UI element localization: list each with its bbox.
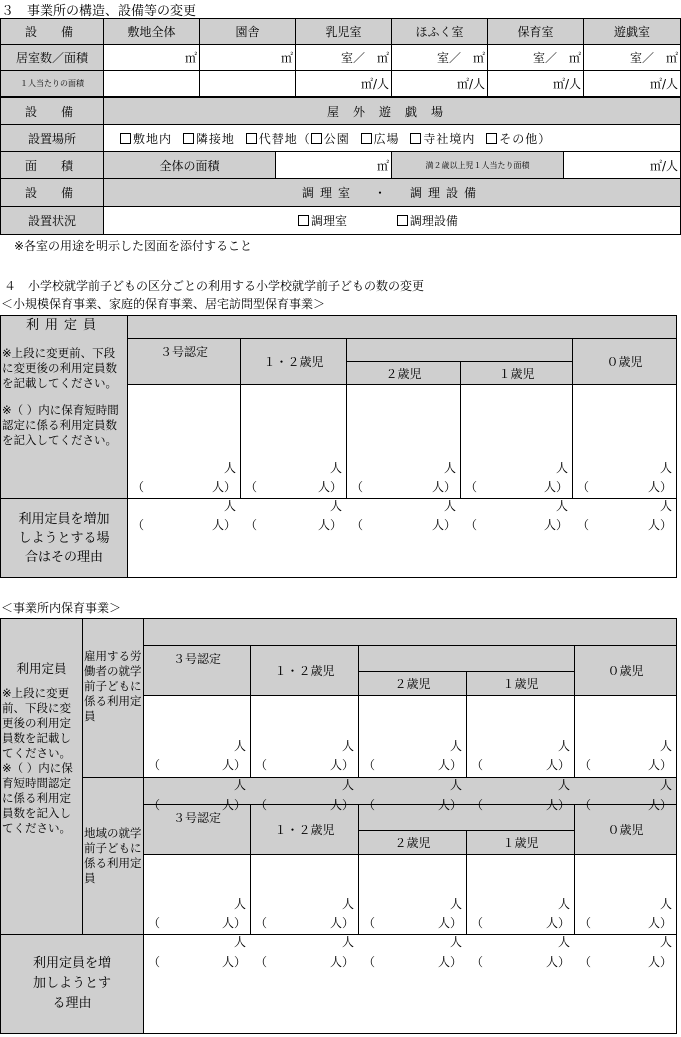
unit-label: 人） bbox=[545, 915, 570, 930]
unit-label: 人 bbox=[557, 777, 570, 792]
per-child-area-label: 満２歳以上児１人当たり面積 bbox=[392, 152, 564, 179]
open-paren: （ bbox=[148, 757, 161, 772]
community-children-label: 地域の就学前子どもに係る利用定員 bbox=[83, 778, 144, 935]
open-paren: （ bbox=[579, 797, 592, 812]
open-paren: （ bbox=[148, 954, 161, 969]
age12-value-cell[interactable] bbox=[241, 385, 347, 532]
open-paren: （ bbox=[579, 915, 592, 930]
drawing-note: ※各室の用途を明示した図面を添付すること bbox=[14, 239, 253, 253]
unit-label: 人 bbox=[443, 498, 456, 513]
open-paren: （ bbox=[363, 797, 376, 812]
age1-value-cell[interactable] bbox=[467, 696, 575, 812]
open-paren: （ bbox=[579, 954, 592, 969]
unit-label: 人） bbox=[648, 797, 673, 812]
unit-label: 人 bbox=[233, 738, 246, 753]
open-paren: （ bbox=[471, 915, 484, 930]
age1-header: １歳児 bbox=[467, 672, 575, 696]
crawl-room-field[interactable]: 室／ ㎡ bbox=[392, 45, 488, 71]
unit-label: 人 bbox=[660, 934, 673, 949]
col-crawl-room: ほふく室 bbox=[392, 19, 488, 45]
checkbox[interactable] bbox=[361, 133, 372, 144]
unit-label: 人） bbox=[437, 954, 462, 969]
capacity-table-small-scale bbox=[0, 315, 677, 578]
section3-title: ３ 事業所の構造、設備等の変更 bbox=[1, 4, 197, 19]
unit-label: 人 bbox=[233, 777, 246, 792]
open-paren: （ bbox=[351, 479, 364, 494]
unit-label: 人） bbox=[543, 479, 568, 494]
col-play-room: 遊戯室 bbox=[584, 19, 681, 45]
age2-value-cell[interactable] bbox=[359, 696, 467, 812]
option-alternative: 代替地（ bbox=[258, 131, 311, 146]
open-paren: （ bbox=[577, 517, 590, 532]
total-area-label: 全体の面積 bbox=[104, 152, 276, 179]
unit-label: 人） bbox=[221, 915, 246, 930]
age12-value-cell[interactable] bbox=[251, 855, 359, 969]
blank-cell bbox=[104, 71, 200, 97]
unit-label: 人） bbox=[648, 757, 673, 772]
open-paren: （ bbox=[148, 915, 161, 930]
infant-per-field[interactable]: ㎡/人 bbox=[296, 71, 392, 97]
unit-label: 人 bbox=[555, 498, 568, 513]
age2-header: ２歳児 bbox=[359, 672, 467, 696]
unit-label: 人 bbox=[223, 460, 236, 475]
before-after-note: ※上段に変更前、下段に変更後の利用定員数を記載してください。 bbox=[2, 686, 71, 760]
header-blank bbox=[128, 316, 677, 339]
blank-cell bbox=[200, 71, 296, 97]
age0-value-cell[interactable] bbox=[575, 696, 677, 812]
unit-label: 人 bbox=[443, 460, 456, 475]
unit-label: 人） bbox=[648, 479, 673, 494]
checkbox[interactable] bbox=[486, 133, 497, 144]
unit-label: 人） bbox=[431, 517, 456, 532]
row-rooms-area: 居室数／面積 bbox=[1, 45, 104, 71]
cat3-header: ３号認定 bbox=[144, 646, 251, 696]
open-paren: （ bbox=[471, 797, 484, 812]
age12-header: １・２歳児 bbox=[251, 805, 359, 855]
option-other: その他） bbox=[499, 131, 552, 146]
capacity-label-cell bbox=[1, 316, 128, 499]
unit-label: 人 bbox=[660, 777, 673, 792]
unit-label: 人） bbox=[545, 797, 570, 812]
checkbox[interactable] bbox=[311, 133, 322, 144]
header-blank bbox=[144, 619, 677, 646]
subsection-small-scale: ＜小規模保育事業、家庭的保育事業、居宅訪問型保育事業＞ bbox=[1, 297, 326, 311]
open-paren: （ bbox=[245, 517, 258, 532]
unit-label: 人） bbox=[317, 517, 342, 532]
cat3-value-cell[interactable] bbox=[144, 696, 251, 812]
unit-label: 人） bbox=[545, 757, 570, 772]
option-park: 公園 bbox=[323, 131, 350, 146]
capacity-label-cell bbox=[1, 619, 83, 935]
subsection-workplace: ＜事業所内保育事業＞ bbox=[1, 601, 122, 615]
option-square: 広場 bbox=[373, 131, 400, 146]
unit-label: 人 bbox=[233, 896, 246, 911]
unit-label: 人） bbox=[221, 797, 246, 812]
age1-value-cell[interactable] bbox=[461, 385, 573, 532]
open-paren: （ bbox=[465, 517, 478, 532]
unit-label: 人 bbox=[557, 738, 570, 753]
capacity-label: 利用定員 bbox=[25, 318, 102, 333]
age0-header: ０歳児 bbox=[575, 805, 677, 855]
unit-label: 人 bbox=[660, 460, 673, 475]
unit-label: 人 bbox=[449, 896, 462, 911]
unit-label: 人） bbox=[437, 797, 462, 812]
unit-label: 人 bbox=[449, 777, 462, 792]
outdoor-playground-header: 屋外遊戯場 bbox=[104, 98, 681, 125]
unit-label: 人 bbox=[233, 934, 246, 949]
location-options bbox=[104, 125, 681, 152]
unit-label: 人） bbox=[221, 757, 246, 772]
header-blank bbox=[347, 339, 573, 362]
unit-label: 人 bbox=[660, 896, 673, 911]
equipment-header: 設 備 bbox=[1, 98, 104, 125]
equipment-header: 設 備 bbox=[1, 179, 104, 207]
open-paren: （ bbox=[255, 797, 268, 812]
play-room-field[interactable]: 室／ ㎡ bbox=[584, 45, 681, 71]
capacity-label: 利用定員 bbox=[16, 661, 67, 676]
nursery-room-field[interactable]: 室／ ㎡ bbox=[488, 45, 584, 71]
kitchen-header: 調理室 ・ 調理設備 bbox=[104, 179, 681, 207]
reason-label: 利用定員を増加しようとする理由 bbox=[1, 935, 144, 1034]
open-paren: （ bbox=[148, 797, 161, 812]
col-site: 敷地全体 bbox=[104, 19, 200, 45]
unit-label: 人） bbox=[545, 954, 570, 969]
unit-label: 人） bbox=[648, 517, 673, 532]
unit-label: 人） bbox=[329, 915, 354, 930]
unit-label: 人 bbox=[555, 460, 568, 475]
open-paren: （ bbox=[255, 915, 268, 930]
checkbox[interactable] bbox=[397, 215, 408, 226]
play-per-field[interactable]: ㎡/人 bbox=[584, 71, 681, 97]
unit-label: 人 bbox=[660, 738, 673, 753]
unit-label: 人 bbox=[329, 498, 342, 513]
unit-label: 人 bbox=[449, 738, 462, 753]
kitchen-table bbox=[0, 178, 681, 235]
checkbox[interactable] bbox=[183, 133, 194, 144]
unit-label: 人 bbox=[329, 460, 342, 475]
open-paren: （ bbox=[245, 479, 258, 494]
open-paren: （ bbox=[465, 479, 478, 494]
option-temple: 寺社境内 bbox=[423, 131, 476, 146]
unit-label: 人） bbox=[329, 757, 354, 772]
age0-value-cell[interactable] bbox=[573, 385, 677, 532]
building-area-field[interactable]: ㎡ bbox=[200, 45, 296, 71]
unit-label: 人 bbox=[449, 934, 462, 949]
age0-header: ０歳児 bbox=[575, 646, 677, 696]
col-nursery-room: 保育室 bbox=[488, 19, 584, 45]
age2-header: ２歳児 bbox=[359, 831, 467, 855]
unit-label: 人 bbox=[341, 738, 354, 753]
header-blank bbox=[359, 646, 575, 672]
open-paren: （ bbox=[351, 517, 364, 532]
before-after-note: ※上段に変更前、下段に変更後の利用定員数を記載してください。 bbox=[2, 346, 117, 390]
age2-header: ２歳児 bbox=[347, 362, 461, 385]
checkbox[interactable] bbox=[246, 133, 257, 144]
unit-label: 人 bbox=[341, 777, 354, 792]
unit-label: 人） bbox=[437, 915, 462, 930]
open-paren: （ bbox=[363, 954, 376, 969]
open-paren: （ bbox=[132, 517, 145, 532]
option-on-site: 敷地内 bbox=[133, 131, 173, 146]
age2-value-cell[interactable] bbox=[359, 855, 467, 969]
crawl-per-field[interactable]: ㎡/人 bbox=[392, 71, 488, 97]
age12-header: １・２歳児 bbox=[251, 646, 359, 696]
location-label: 設置場所 bbox=[1, 125, 104, 152]
reason-label: 利用定員を増加しようとする場合はその理由 bbox=[1, 499, 128, 578]
unit-label: 人 bbox=[341, 934, 354, 949]
short-time-note: ※（ ）内に保育短時間認定に係る利用定員数を記入してください。 bbox=[2, 403, 119, 447]
infant-room-field[interactable]: 室／ ㎡ bbox=[296, 45, 392, 71]
unit-label: 人 bbox=[557, 896, 570, 911]
section4-title: ４ 小学校就学前子どもの区分ごとの利用する小学校就学前子どもの数の変更 bbox=[4, 279, 425, 293]
unit-label: 人） bbox=[648, 915, 673, 930]
open-paren: （ bbox=[363, 757, 376, 772]
status-label: 設置状況 bbox=[1, 207, 104, 235]
age1-value-cell[interactable] bbox=[467, 855, 575, 969]
facility-table bbox=[0, 18, 681, 97]
unit-label: 人） bbox=[437, 757, 462, 772]
unit-label: 人） bbox=[329, 954, 354, 969]
site-area-field[interactable]: ㎡ bbox=[104, 45, 200, 71]
age12-header: １・２歳児 bbox=[241, 339, 347, 385]
age0-header: ０歳児 bbox=[573, 339, 677, 385]
short-time-note: ※（ ）内に保育短時間認定に係る利用定員数を記入してください。 bbox=[2, 761, 73, 835]
cat3-header: ３号認定 bbox=[128, 339, 241, 385]
employee-children-label: 雇用する労働者の就学前子どもに係る利用定員 bbox=[83, 619, 144, 778]
unit-label: 人） bbox=[431, 479, 456, 494]
unit-label: 人 bbox=[557, 934, 570, 949]
age1-header: １歳児 bbox=[461, 362, 573, 385]
row-area-per-person: １人当たりの面積 bbox=[1, 71, 104, 97]
option-cooking-equipment: 調理設備 bbox=[409, 214, 458, 228]
kitchen-status-options bbox=[104, 207, 681, 235]
open-paren: （ bbox=[471, 757, 484, 772]
unit-label: 人 bbox=[223, 498, 236, 513]
age0-value-cell[interactable] bbox=[575, 855, 677, 969]
open-paren: （ bbox=[255, 757, 268, 772]
unit-label: 人 bbox=[341, 896, 354, 911]
unit-label: 人 bbox=[660, 498, 673, 513]
nursery-per-field[interactable]: ㎡/人 bbox=[488, 71, 584, 97]
per-child-area-field[interactable]: ㎡/人 bbox=[564, 152, 681, 179]
age12-value-cell[interactable] bbox=[251, 696, 359, 812]
capacity-table-workplace bbox=[0, 618, 677, 1034]
unit-label: 人） bbox=[329, 797, 354, 812]
unit-label: 人） bbox=[221, 954, 246, 969]
age2-value-cell[interactable] bbox=[347, 385, 461, 532]
open-paren: （ bbox=[132, 479, 145, 494]
checkbox[interactable] bbox=[120, 133, 131, 144]
cat3-value-cell[interactable] bbox=[144, 855, 251, 969]
col-infant-room: 乳児室 bbox=[296, 19, 392, 45]
open-paren: （ bbox=[363, 915, 376, 930]
equipment-header: 設 備 bbox=[1, 19, 104, 45]
unit-label: 人） bbox=[317, 479, 342, 494]
cat3-value-cell[interactable] bbox=[128, 385, 241, 532]
area-label: 面 積 bbox=[1, 152, 104, 179]
age1-header: １歳児 bbox=[467, 831, 575, 855]
total-area-field[interactable]: ㎡ bbox=[276, 152, 392, 179]
col-building: 園舎 bbox=[200, 19, 296, 45]
unit-label: 人） bbox=[211, 517, 236, 532]
option-adjacent: 隣接地 bbox=[195, 131, 235, 146]
unit-label: 人） bbox=[648, 954, 673, 969]
open-paren: （ bbox=[579, 757, 592, 772]
unit-label: 人） bbox=[543, 517, 568, 532]
cat3-header: ３号認定 bbox=[144, 805, 251, 855]
open-paren: （ bbox=[471, 954, 484, 969]
unit-label: 人） bbox=[211, 479, 236, 494]
open-paren: （ bbox=[577, 479, 590, 494]
open-paren: （ bbox=[255, 954, 268, 969]
checkbox[interactable] bbox=[298, 215, 309, 226]
option-kitchen: 調理室 bbox=[311, 214, 348, 228]
outdoor-table bbox=[0, 97, 681, 179]
checkbox[interactable] bbox=[410, 133, 421, 144]
